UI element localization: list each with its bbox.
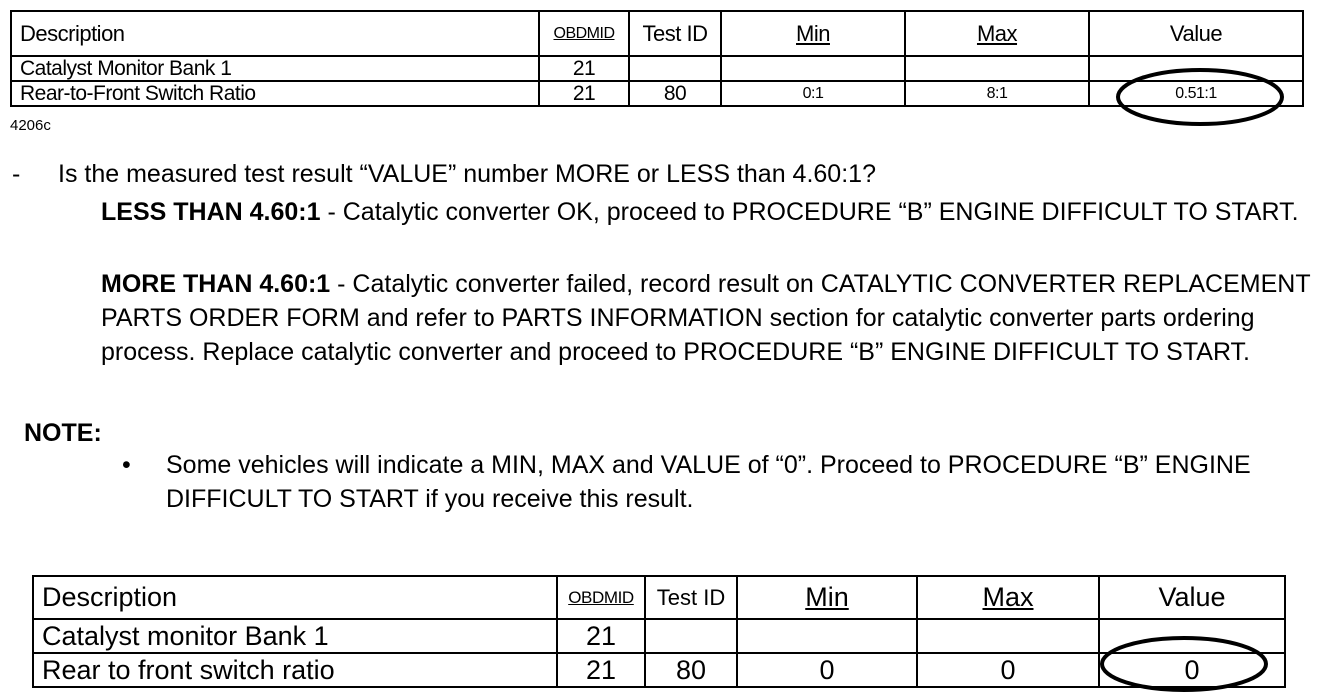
obd-results-table-1: [10, 10, 1304, 107]
header-value: Value: [1099, 576, 1285, 619]
note-label: NOTE:: [24, 419, 102, 447]
cell-description: Catalyst Monitor Bank 1: [11, 56, 539, 81]
list-dash: -: [12, 160, 21, 188]
cell-obdmid: 21: [557, 619, 645, 653]
cell-min: [721, 56, 905, 81]
less-than-text: - Catalytic converter OK, proceed to PROCEDURE “B” ENGINE DIFFICULT TO START.: [320, 198, 1299, 226]
question-text: Is the measured test result “VALUE” number MORE or LESS than 4.60:1?: [58, 160, 876, 188]
less-than-paragraph: [101, 195, 1341, 229]
cell-test-id: 80: [645, 653, 737, 687]
cell-obdmid: 21: [557, 653, 645, 687]
header-test-id: Test ID: [629, 11, 721, 56]
less-than-label: LESS THAN 4.60:1: [101, 198, 321, 226]
cell-min: 0: [737, 653, 917, 687]
more-than-label: MORE THAN 4.60:1: [101, 270, 331, 298]
header-description: Description: [11, 11, 539, 56]
table-row: [33, 619, 1285, 653]
cell-test-id: [645, 619, 737, 653]
cell-max: 8:1: [905, 81, 1089, 106]
cell-value: 0: [1099, 653, 1285, 687]
cell-min: [737, 619, 917, 653]
cell-max: 0: [917, 653, 1099, 687]
table-row: [11, 81, 1303, 106]
table-header-row: [33, 576, 1285, 619]
header-min: Min: [721, 11, 905, 56]
cell-description: Rear-to-Front Switch Ratio: [11, 81, 539, 106]
table-row: [33, 653, 1285, 687]
cell-min: 0:1: [721, 81, 905, 106]
cell-max: [905, 56, 1089, 81]
cell-obdmid: 21: [539, 56, 629, 81]
header-obdmid: OBDMID: [539, 11, 629, 56]
figure-reference: 4206c: [10, 117, 51, 134]
more-than-text: - Catalytic converter failed, record result on CATALYTIC CONVERTER REPLACEMENT PARTS ORDER FORM and refer to PARTS INFORMATION section for catalytic converter parts ordering process. Replace catalytic converter and proceed to PROCEDURE “B” ENGINE DIFFICULT TO START.: [101, 270, 1311, 366]
cell-value: 0.51:1: [1089, 81, 1303, 106]
value-highlight-ellipse: [1116, 68, 1286, 128]
value-highlight-ellipse: [1100, 636, 1270, 692]
cell-max: [917, 619, 1099, 653]
table-header-row: [11, 11, 1303, 56]
header-description: Description: [33, 576, 557, 619]
note-text: Some vehicles will indicate a MIN, MAX and VALUE of “0”. Proceed to PROCEDURE “B” ENGINE DIFFICULT TO START if you receive this result.: [166, 451, 1251, 513]
cell-obdmid: 21: [539, 81, 629, 106]
more-than-paragraph: [101, 267, 1341, 369]
cell-test-id: [629, 56, 721, 81]
header-min: Min: [737, 576, 917, 619]
cell-test-id: 80: [629, 81, 721, 106]
header-obdmid: OBDMID: [557, 576, 645, 619]
header-value: Value: [1089, 11, 1303, 56]
bullet-icon: •: [122, 451, 131, 479]
table-row: [11, 56, 1303, 81]
header-max: Max: [905, 11, 1089, 56]
cell-description: Rear to front switch ratio: [33, 653, 557, 687]
header-max: Max: [917, 576, 1099, 619]
header-test-id: Test ID: [645, 576, 737, 619]
cell-description: Catalyst monitor Bank 1: [33, 619, 557, 653]
obd-results-table-2: [32, 575, 1286, 688]
